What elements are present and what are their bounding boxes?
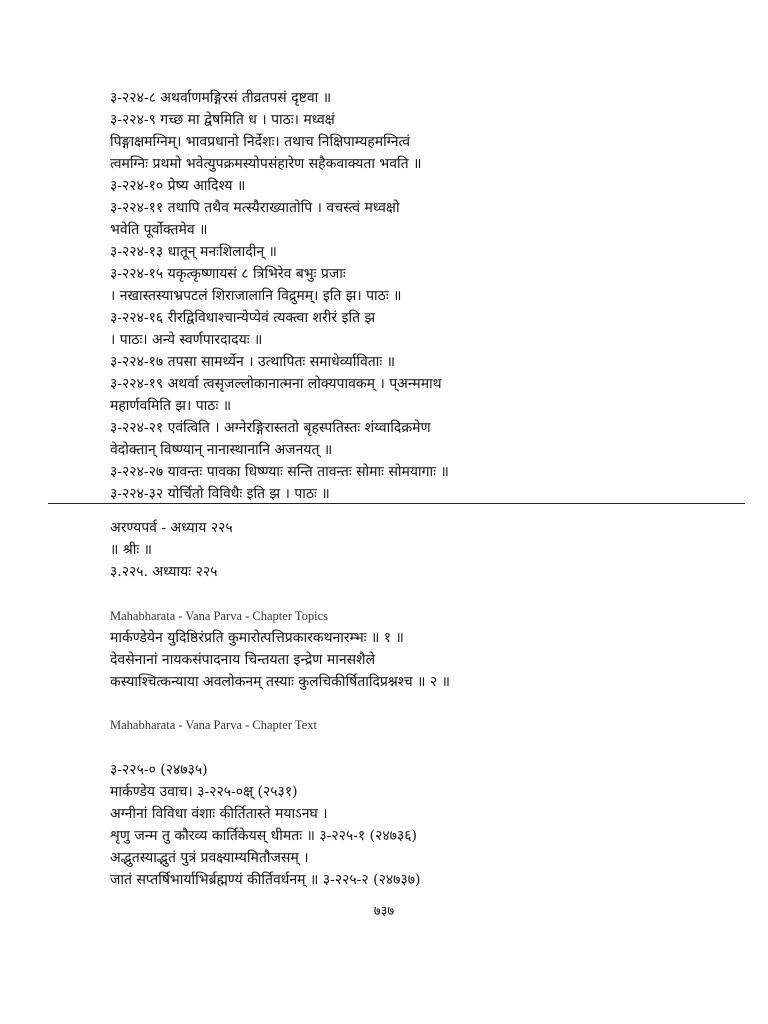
verse-line: मार्कण्डेय उवाच। ३-२२५-०क्ष् (२५३१) bbox=[110, 784, 298, 800]
topics-heading: Mahabharata - Vana Parva - Chapter Topics bbox=[110, 609, 329, 623]
verse-line: शृणु जन्म तु कौरव्य कार्तिकेयस् धीमतः ॥ ३-२२५-१ (२४७३६) bbox=[110, 828, 417, 844]
note-line: । नखास्तस्याभ्रपटलं शिराजालानि विद्रुमम्। इति झ। पाठः ॥ bbox=[110, 288, 402, 304]
note-line: ३-२२४-२१ एवंत्विति । अग्नेरङ्गिरास्ततो बृहस्पतिस्तः शंय्वादिक्रमेण bbox=[110, 420, 431, 436]
topic-line: मार्कण्डेयेन युदिष्ठिरंप्रति कुमारोत्पत्तिप्रकारकथनारम्भः ॥ १ ॥ bbox=[110, 630, 404, 646]
chapter-number: ३.२२५. अध्यायः २२५ bbox=[110, 564, 218, 580]
chapter-title: अरण्यपर्व - अध्याय २२५ bbox=[110, 520, 233, 536]
note-line: ३-२२४-१० प्रेष्य आदिश्य ॥ bbox=[110, 178, 246, 194]
section-divider bbox=[48, 503, 745, 504]
topic-line: कस्याश्चित्कन्याया अवलोकनम् तस्याः कुलचिकीर्षितादिप्रश्नश्च ॥ २ ॥ bbox=[110, 674, 451, 690]
verse-line: जातं सप्तर्षिभार्याभिर्ब्रह्मण्यं कीर्तिवर्धनम् ॥ ३-२२५-२ (२४७३७) bbox=[110, 872, 421, 888]
note-line: ३-२२४-२७ यावन्तः पावका धिष्ण्याः सन्ति तावन्तः सोमाः सोमयागाः ॥ bbox=[110, 464, 449, 480]
note-line: ३-२२४-९ गच्छ मा द्वेषमिति ध । पाठः। मध्वक्षं bbox=[110, 112, 335, 128]
note-line: ३-२२४-१७ तपसा सामर्थ्येन । उत्थापितः समाधेर्व्याविताः ॥ bbox=[110, 354, 395, 370]
text-heading: Mahabharata - Vana Parva - Chapter Text bbox=[110, 718, 317, 732]
note-line: ३-२२४-११ तथापि तथैव मत्स्यैराख्यातोपि । वचस्त्वं मध्वक्षो bbox=[110, 200, 400, 216]
note-line: ३-२२४-१६ रीरद्विविधाश्चान्येप्येवं त्यक्त्वा शरीरं इति झ bbox=[110, 310, 376, 326]
verse-line: अग्नीनां विविधा वंशाः कीर्तितास्ते मयाऽनघ । bbox=[110, 806, 328, 822]
verse-line: अद्भुतस्याद्भुतं पुत्रं प्रवक्ष्याम्यमितौजसम् । bbox=[110, 850, 309, 866]
page-number: ७३७ bbox=[373, 904, 395, 919]
note-line: महार्णवमिति झ। पाठः ॥ bbox=[110, 398, 232, 414]
note-line: । पाठः। अन्ये स्वर्णपारदादयः ॥ bbox=[110, 332, 263, 348]
note-line: ३-२२४-८ अथर्वाणमङ्गिरसं तीव्रतपसं दृष्टवा ॥ bbox=[110, 90, 332, 106]
note-line: पिङ्गाक्षमग्निम्। भावप्रधानो निर्देशः। तथाच निक्षिपाम्यहमग्नित्वं bbox=[110, 134, 410, 150]
note-line: ३-२२४-३२ योर्चितो विविधैः इति झ । पाठः ॥ bbox=[110, 486, 330, 502]
invocation: ॥ श्रीः ॥ bbox=[110, 542, 153, 558]
note-line: त्वमग्निः प्रथमो भवेत्युपक्रमस्योपसंहारेण सहैकवाक्यता भवति ॥ bbox=[110, 156, 422, 172]
verse-line: ३-२२५-० (२४७३५) bbox=[110, 762, 208, 778]
topic-line: देवसेनानां नायकसंपादनाय चिन्तयता इन्द्रेण मानसशैले bbox=[110, 652, 376, 668]
note-line: ३-२२४-१३ धातून् मनःशिलादीन् ॥ bbox=[110, 244, 277, 260]
note-line: भवेति पूर्वोक्तमेव ॥ bbox=[110, 222, 208, 238]
note-line: वेदोक्तान् विष्ण्यान् नानास्थानानि अजनयत् ॥ bbox=[110, 442, 333, 458]
note-line: ३-२२४-१५ यकृत्कृष्णायसं ८ त्रिभिरेव बभुः प्रजाः bbox=[110, 266, 346, 282]
note-line: ३-२२४-१९ अथर्वा त्वसृजल्लोकानात्मना लोक्यपावकम् । प्अन्ममाथ bbox=[110, 376, 442, 392]
